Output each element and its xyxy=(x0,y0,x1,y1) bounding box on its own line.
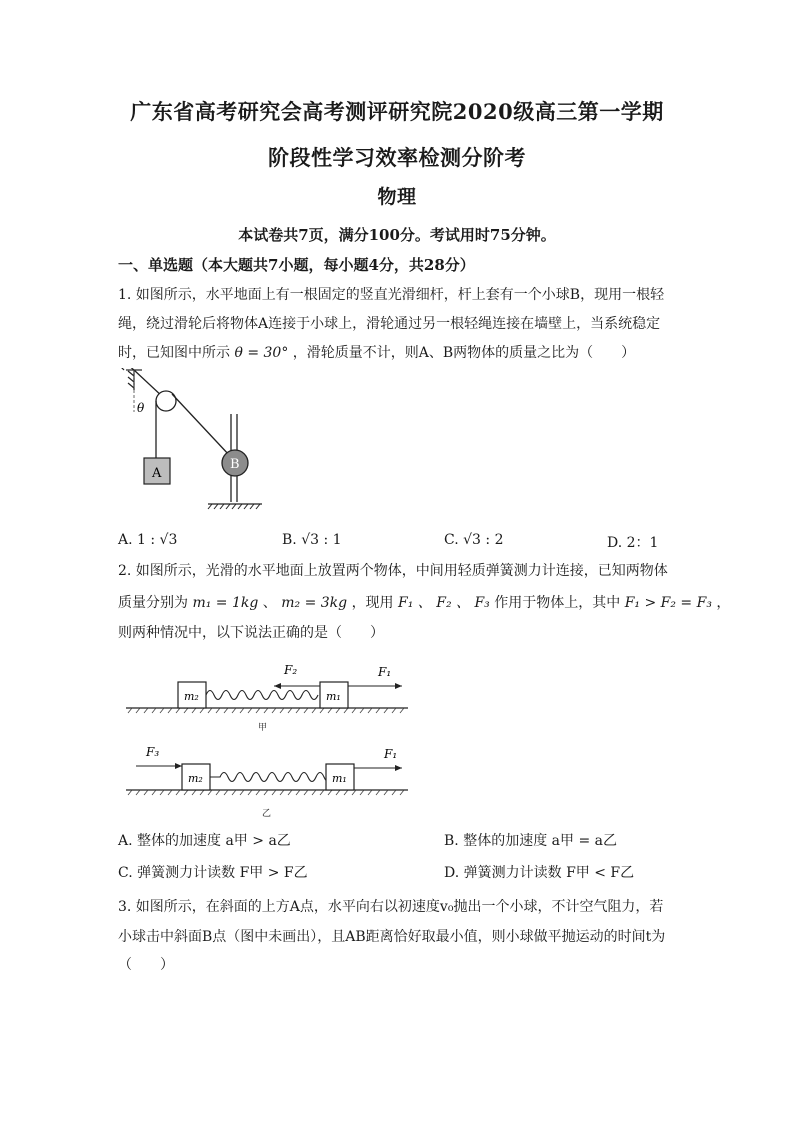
q1-option-d-text: 2：1 xyxy=(626,535,659,551)
q2-line2-mid: ，现用 xyxy=(351,595,394,611)
wall-hatch xyxy=(118,368,142,390)
q2-option-a-text: 整体的加速度 a甲 > a乙 xyxy=(137,833,291,849)
q2-m2-expr: m₂ = 3kg xyxy=(281,595,348,611)
q2-option-a[interactable] xyxy=(118,830,291,850)
q1-option-c[interactable] xyxy=(444,532,503,548)
rope-to-b xyxy=(172,394,230,456)
exam-title-line1: 广东省高考研究会高考测评研究院2020级高三第一学期 xyxy=(130,99,664,124)
q1-line3 xyxy=(118,342,635,362)
q3-line2: 小球击中斜面B点（图中未画出），且AB距离恰好取最小值，则小球做平抛运动的时间t为 xyxy=(118,929,666,945)
arrow-f1-label: F₁ xyxy=(378,665,392,679)
q2-forces: F₁ 、 F₂ 、 F₃ xyxy=(398,595,490,611)
pulley-icon xyxy=(156,391,176,411)
q1-option-d-letter: D. xyxy=(607,535,623,551)
q2-line2 xyxy=(118,592,730,612)
block-a-label: A xyxy=(152,466,162,481)
q2-option-b-letter: B. xyxy=(444,833,459,849)
q1-option-b[interactable] xyxy=(282,532,342,548)
theta-label: θ xyxy=(137,401,145,415)
q1-option-d[interactable] xyxy=(607,532,658,552)
q3-line1: 3. 如图所示，在斜面的上方A点，水平向右以初速度v₀抛出一个小球，不计空气阻力，若 xyxy=(118,899,664,915)
q3-line3: （ ） xyxy=(118,957,174,973)
figure-bottom-caption: 乙 xyxy=(262,809,272,819)
q1-line3-pre: 时，已知图中所示 xyxy=(118,345,230,361)
floor-hatch xyxy=(128,790,404,795)
q2-force-relation: F₁ > F₂ = F₃ xyxy=(624,595,712,611)
q2-figure-top xyxy=(126,656,416,728)
subject-title: 物理 xyxy=(377,186,417,208)
q1-figure xyxy=(118,368,278,516)
q2-option-c-letter: C. xyxy=(118,865,133,881)
q1-option-a-letter: A. xyxy=(118,532,133,548)
block-m2-label: m₂ xyxy=(184,690,199,703)
block-m2-label: m₂ xyxy=(188,772,203,785)
q1-line2: 绳，绕过滑轮后将物体A连接于小球上，滑轮通过另一根轻绳连接在墙壁上，当系统稳定 xyxy=(118,316,661,332)
q2-line2-end: ， xyxy=(716,595,731,611)
spring-coil xyxy=(210,773,342,782)
q2-option-b-text: 整体的加速度 a甲 = a乙 xyxy=(463,833,617,849)
arrow-f1-label: F₁ xyxy=(384,747,398,761)
q1-option-a-text: 1 : √3 xyxy=(137,532,178,548)
q1-option-b-letter: B. xyxy=(282,532,297,548)
q2-option-c-text: 弹簧测力计读数 F甲 > F乙 xyxy=(137,865,308,881)
arrow-f3-label: F₃ xyxy=(146,745,160,759)
spring-coil xyxy=(206,691,318,700)
q2-option-d[interactable] xyxy=(444,862,634,882)
q1-option-a[interactable] xyxy=(118,532,177,548)
q2-line3: 则两种情况中，以下说法正确的是（ ） xyxy=(118,625,384,641)
block-m1-label: m₁ xyxy=(326,690,341,703)
q2-option-c[interactable] xyxy=(118,862,308,882)
block-m1-label: m₁ xyxy=(332,772,347,785)
q2-option-a-letter: A. xyxy=(118,833,133,849)
q1-option-c-text: √3 : 2 xyxy=(463,532,504,548)
q2-option-d-text: 弹簧测力计读数 F甲 < F乙 xyxy=(463,865,635,881)
figure-top-caption: 甲 xyxy=(258,723,268,733)
exam-title-line2: 阶段性学习效率检测分阶考 xyxy=(268,145,526,170)
q2-option-d-letter: D. xyxy=(444,865,460,881)
ground-hatch xyxy=(208,504,260,509)
q1-line3-post: ，滑轮质量不计，则A、B两物体的质量之比为（ ） xyxy=(292,345,636,361)
q1-theta-expr: θ = 30° xyxy=(234,345,289,361)
q1-line1: 1. 如图所示，水平地面上有一根固定的竖直光滑细杆，杆上套有一个小球B，现用一根轻 xyxy=(118,287,665,303)
q2-sep: 、 xyxy=(262,595,277,611)
q2-line2-mid2: 作用于物体上，其中 xyxy=(494,595,621,611)
section-heading: 一、单选题（本大题共7小题，每小题4分，共28分） xyxy=(118,256,475,274)
exam-info: 本试卷共7页，满分100分。考试用时75分钟。 xyxy=(238,226,556,244)
q1-option-b-text: √3 : 1 xyxy=(301,532,342,548)
ball-b-label: B xyxy=(230,457,240,472)
arrow-f2-label: F₂ xyxy=(284,663,298,677)
q2-line2-pre: 质量分别为 xyxy=(118,595,188,611)
q2-figure-bottom xyxy=(126,740,416,802)
q2-m1-expr: m₁ = 1kg xyxy=(192,595,259,611)
floor-hatch xyxy=(128,708,404,713)
q1-option-c-letter: C. xyxy=(444,532,459,548)
q2-line1: 2. 如图所示，光滑的水平地面上放置两个物体，中间用轻质弹簧测力计连接，已知两物体 xyxy=(118,563,668,579)
q2-option-b[interactable] xyxy=(444,830,617,850)
